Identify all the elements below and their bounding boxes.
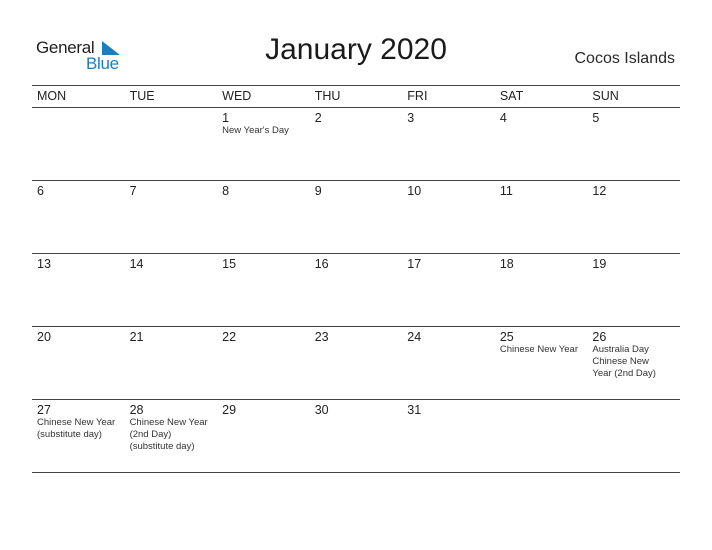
day-number: 15 — [222, 257, 237, 271]
day-number: 20 — [37, 330, 51, 344]
day-number: 2 — [314, 111, 322, 125]
day-number: 24 — [407, 330, 422, 344]
day-cell — [587, 108, 680, 180]
holiday-label: Chinese New Year (substitute day) — [37, 417, 116, 440]
day-number: 3 — [407, 111, 415, 125]
week-row — [32, 254, 680, 327]
day-number: 17 — [407, 257, 422, 271]
day-cell — [310, 327, 403, 399]
day-cell — [125, 181, 218, 253]
day-cell — [402, 254, 495, 326]
day-cell — [402, 108, 495, 180]
logo-text-general: General — [36, 38, 95, 57]
day-cell — [32, 108, 125, 180]
day-cell — [495, 327, 588, 399]
day-number: 19 — [592, 257, 607, 271]
weekday-header-fri: FRI — [407, 89, 428, 103]
weekday-header-wed: WED — [222, 89, 252, 103]
day-cell — [32, 400, 125, 472]
day-cell — [402, 327, 495, 399]
day-cell — [310, 400, 403, 472]
day-number: 13 — [37, 257, 51, 271]
week-row — [32, 181, 680, 254]
day-cell — [495, 181, 588, 253]
day-cell — [310, 181, 403, 253]
day-cell — [402, 181, 495, 253]
region-label: Cocos Islands — [574, 50, 675, 67]
day-number: 16 — [314, 257, 329, 271]
day-number: 6 — [37, 184, 44, 198]
day-cell — [217, 327, 310, 399]
day-cell — [125, 108, 218, 180]
day-number: 11 — [499, 184, 513, 198]
day-cell — [587, 254, 680, 326]
day-number: 29 — [222, 403, 237, 417]
day-number: 12 — [592, 184, 607, 198]
day-cell — [217, 400, 310, 472]
logo-text-blue: Blue — [86, 54, 119, 73]
day-number: 8 — [222, 184, 230, 198]
day-cell — [32, 181, 125, 253]
holiday-label: New Year's Day — [222, 125, 289, 136]
day-cell — [495, 108, 588, 180]
day-cell — [310, 254, 403, 326]
day-cell — [217, 108, 310, 180]
day-cell — [402, 400, 495, 472]
day-number: 1 — [222, 111, 230, 125]
day-number: 18 — [499, 257, 514, 271]
day-number: 22 — [222, 330, 237, 344]
weekday-header-tue: TUE — [129, 89, 155, 103]
day-cell — [125, 327, 218, 399]
week-row — [32, 108, 680, 181]
day-number: 25 — [499, 330, 514, 344]
holiday-label: Chinese New Year — [499, 344, 579, 355]
weekday-header-row — [32, 85, 680, 108]
day-number: 4 — [499, 111, 507, 125]
day-cell — [587, 400, 680, 472]
day-cell — [310, 108, 403, 180]
day-cell — [217, 181, 310, 253]
weekday-header-sun: SUN — [592, 89, 619, 103]
weekday-header-mon: MON — [37, 89, 67, 103]
day-number: 28 — [129, 403, 144, 417]
day-number: 21 — [129, 330, 144, 344]
day-number: 23 — [314, 330, 329, 344]
day-number: 30 — [314, 403, 329, 417]
day-number: 26 — [592, 330, 607, 344]
day-cell — [587, 181, 680, 253]
day-number: 7 — [129, 184, 137, 198]
day-cell — [587, 327, 680, 399]
weekday-header-sat: SAT — [499, 89, 524, 103]
weekday-header-thu: THU — [314, 89, 341, 103]
day-cell — [495, 254, 588, 326]
day-number: 27 — [37, 403, 51, 417]
calendar-grid — [32, 85, 680, 473]
day-number: 14 — [129, 257, 144, 271]
day-cell — [217, 254, 310, 326]
day-cell — [125, 254, 218, 326]
day-cell — [125, 400, 218, 472]
week-row — [32, 327, 680, 400]
day-cell — [495, 400, 588, 472]
holiday-label: Australia Day Chinese New Year (2nd Day) — [592, 344, 656, 379]
day-number: 5 — [592, 111, 600, 125]
day-cell — [32, 327, 125, 399]
calendar-weeks — [32, 108, 680, 473]
day-number: 31 — [407, 403, 422, 417]
holiday-label: Chinese New Year (2nd Day) (substitute day) — [129, 417, 208, 452]
day-cell — [32, 254, 125, 326]
week-row — [32, 400, 680, 473]
page-title: January 2020 — [265, 33, 447, 66]
day-number: 9 — [314, 184, 322, 198]
day-number: 10 — [407, 184, 422, 198]
